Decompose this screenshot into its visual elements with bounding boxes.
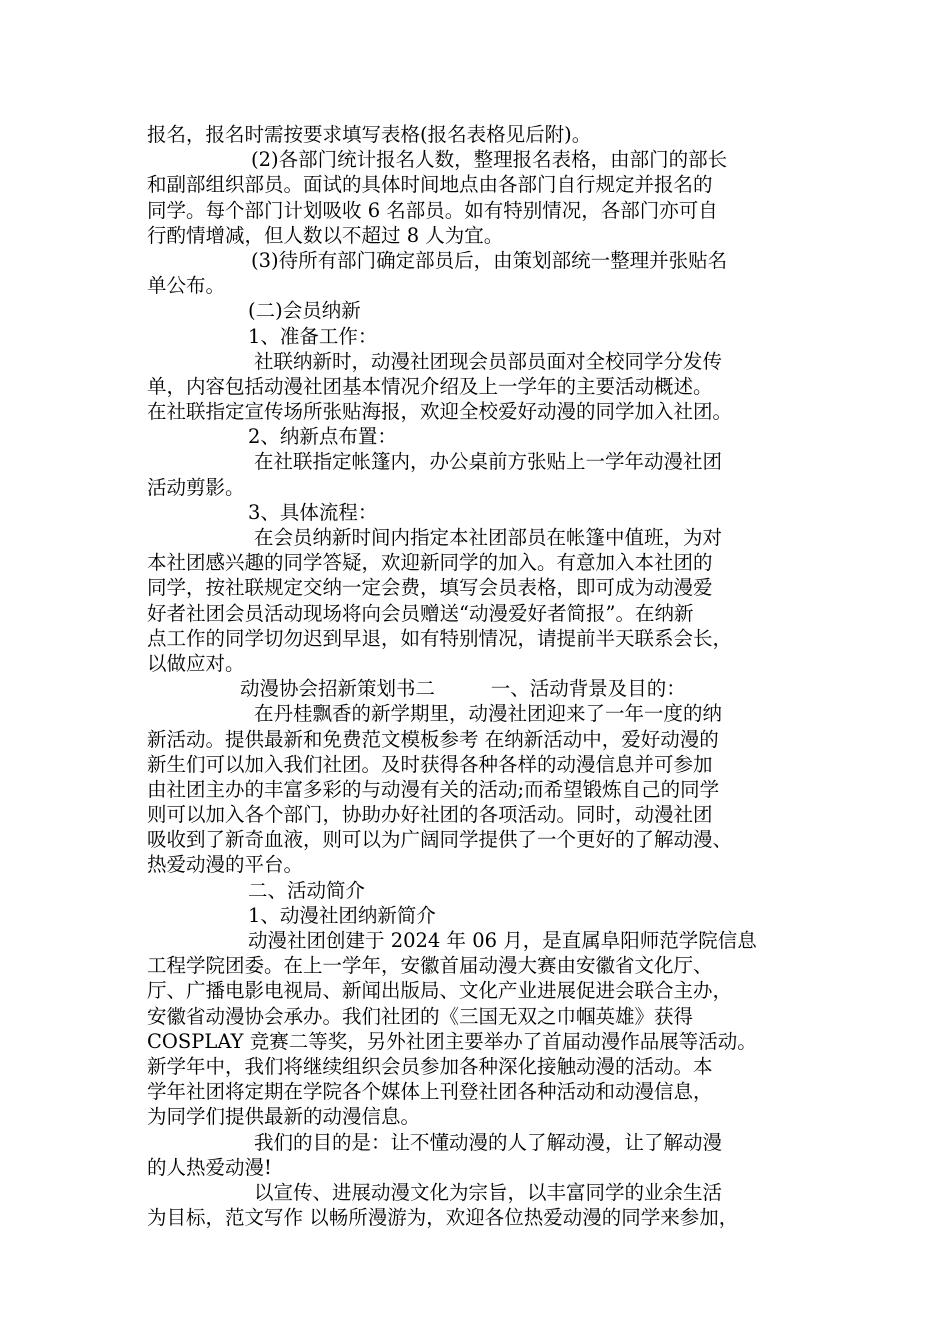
text-line: 3、具体流程：: [248, 500, 378, 524]
text-line: 的人热爱动漫!: [147, 1155, 272, 1179]
text-line: (2)各部门统计报名人数，整理报名表格，由部门的部长: [251, 148, 728, 172]
text-line: 2、纳新点布置：: [248, 425, 397, 449]
text-line: 报名，报名时需按要求填写表格(报名表格见后附)。: [147, 123, 592, 146]
text-line: (二)会员纳新: [248, 299, 361, 323]
text-line: 二、活动简介: [248, 878, 366, 902]
text-line: COSPLAY 竞赛二等奖，另外社团主要举办了首届动漫作品展等活动。: [147, 1029, 757, 1053]
text-line: 以宣传、进展动漫文化为宗旨，以丰富同学的业余生活: [254, 1180, 723, 1204]
text-line: 同学，按社联规定交纳一定会费，填写会员表格，即可成为动漫爱: [147, 576, 713, 600]
text-line: 在会员纳新时间内指定本社团部员在帐篷中值班，为对: [254, 526, 723, 549]
text-line: 安徽省动漫协会承办。我们社团的《三国无双之巾帼英雄》获得: [147, 1004, 694, 1028]
text-line: 吸收到了新奇血液，则可以为广阔同学提供了一个更好的了解动漫、: [147, 828, 733, 852]
text-line: 工程学院团委。在上一学年，安徽首届动漫大赛由安徽省文化厅、: [147, 954, 713, 978]
text-line: 在社联指定帐篷内，办公桌前方张贴上一学年动漫社团: [254, 450, 723, 474]
text-line: 单公布。: [147, 274, 226, 298]
text-line: 点工作的同学切勿迟到早退，如有特别情况，请提前半天联系会长，: [147, 626, 733, 650]
text-line: 1、准备工作：: [248, 324, 378, 348]
text-line: 单，内容包括动漫社团基本情况介绍及上一学年的主要活动概述。: [147, 374, 713, 398]
text-line: 新生们可以加入我们社团。及时获得各种各样的动漫信息并可参加: [147, 752, 713, 776]
text-line: 学年社团将定期在学院各个媒体上刊登社团各种活动和动漫信息，: [147, 1080, 713, 1104]
text-line: 动漫协会招新策划书二 一、活动背景及目的：: [240, 677, 686, 701]
text-line: 在社联指定宣传场所张贴海报，欢迎全校爱好动漫的同学加入社团。: [147, 400, 733, 424]
text-line: 热爱动漫的平台。: [147, 853, 304, 877]
text-line: 厅、广播电影电视局、新闻出版局、文化产业进展促进会联合主办，: [147, 979, 733, 1003]
text-line: 由社团主办的丰富多彩的与动漫有关的活动;而希望锻炼自己的同学: [147, 777, 720, 801]
text-line: (3)待所有部门确定部员后，由策划部统一整理并张贴名: [251, 248, 728, 272]
text-line: 我们的目的是：让不懂动漫的人了解动漫，让了解动漫: [254, 1130, 723, 1154]
text-line: 新活动。提供最新和免费范文模板参考 在纳新活动中，爱好动漫的: [147, 727, 719, 751]
text-line: 为目标，范文写作 以畅所漫游为，欢迎各位热爱动漫的同学来参加，: [147, 1206, 739, 1230]
text-line: 以做应对。: [147, 651, 245, 675]
text-line: 本社团感兴趣的同学答疑，欢迎新同学的加入。有意加入本社团的: [147, 551, 713, 575]
text-line: 动漫社团创建于 2024 年 06 月，是直属阜阳师范学院信息: [248, 929, 757, 952]
text-line: 同学。每个部门计划吸收 6 名部员。如有特别情况，各部门亦可自: [147, 198, 718, 222]
text-line: 好者社团会员活动现场将向会员赠送“动漫爱好者简报”。在纳新: [147, 601, 694, 625]
text-line: 则可以加入各个部门，协助办好社团的各项活动。同时，动漫社团: [147, 803, 713, 827]
text-line: 活动剪影。: [147, 475, 245, 499]
text-line: 在丹桂飘香的新学期里，动漫社团迎来了一年一度的纳: [254, 702, 723, 726]
document-body: [147, 122, 847, 1230]
text-line: 为同学们提供最新的动漫信息。: [147, 1105, 421, 1129]
text-line: 1、动漫社团纳新简介: [248, 903, 436, 927]
text-line: 社联纳新时，动漫社团现会员部员面对全校同学分发传: [254, 349, 723, 373]
text-line: 和副部组织部员。面试的具体时间地点由各部门自行规定并报名的: [147, 173, 713, 197]
text-line: 新学年中，我们将继续组织会员参加各种深化接触动漫的活动。本: [147, 1054, 713, 1078]
text-line: 行酌情增减，但人数以不超过 8 人为宜。: [147, 223, 504, 247]
